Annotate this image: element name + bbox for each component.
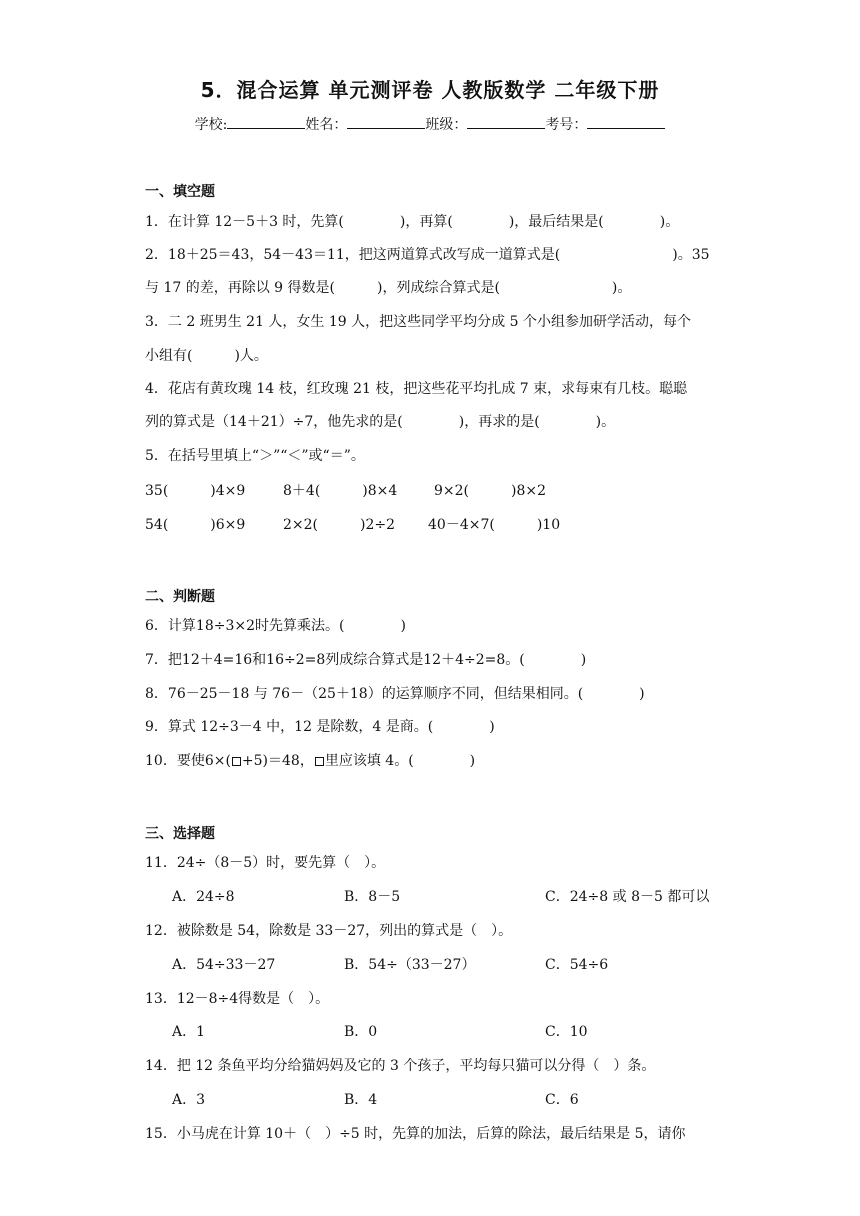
school-label: 学校: bbox=[194, 117, 228, 133]
compare-item: 9×2( )8×2 bbox=[434, 483, 547, 499]
exam-no-blank[interactable] bbox=[587, 116, 665, 129]
question-13: 13．12－8÷4得数是（ ）。 bbox=[145, 991, 330, 1007]
compare-item: 40－4×7( )10 bbox=[428, 517, 561, 533]
student-info-row bbox=[0, 114, 860, 134]
question-1: 1．在计算 12－5＋3 时，先算( )，再算( )，最后结果是( )。 bbox=[145, 214, 680, 230]
question-3-line-1: 3．二 2 班男生 21 人，女生 19 人，把这些同学平均分成 5 个小组参加研学活动，每个 bbox=[145, 314, 691, 330]
compare-item: 35( )4×9 bbox=[145, 483, 246, 499]
name-label: 姓名： bbox=[305, 117, 348, 133]
section-fill-heading: 一、填空题 bbox=[145, 184, 215, 200]
class-label: 班级： bbox=[425, 117, 468, 133]
question-10-pre: 10．要使6×( bbox=[145, 753, 231, 769]
option-a[interactable]: A．3 bbox=[172, 1092, 206, 1108]
exam-no-label: 考号： bbox=[545, 117, 588, 133]
class-blank[interactable] bbox=[467, 116, 545, 129]
option-b[interactable]: B．8－5 bbox=[344, 889, 401, 905]
question-5: 5．在括号里填上“＞”“＜”或“＝”。 bbox=[145, 448, 365, 464]
question-8: 8．76－25－18 与 76－（25＋18）的运算顺序不同，但结果相同。( ) bbox=[145, 686, 645, 702]
question-11: 11．24÷（8－5）时，要先算（ ）。 bbox=[145, 855, 386, 871]
section-judge-heading: 二、判断题 bbox=[145, 589, 215, 605]
question-12: 12．被除数是 54，除数是 33－27，列出的算式是（ ）。 bbox=[145, 923, 513, 939]
option-c[interactable]: C．10 bbox=[545, 1024, 588, 1040]
school-blank[interactable] bbox=[227, 116, 305, 129]
square-blank-icon bbox=[232, 757, 241, 766]
name-blank[interactable] bbox=[347, 116, 425, 129]
square-blank-icon bbox=[315, 757, 324, 766]
option-b[interactable]: B．0 bbox=[344, 1024, 378, 1040]
question-10 bbox=[145, 750, 475, 770]
option-a[interactable]: A．24÷8 bbox=[172, 889, 235, 905]
question-10-tail: 里应该填 4。( ) bbox=[324, 753, 476, 769]
question-6: 6．计算18÷3×2时先算乘法。( ) bbox=[145, 618, 406, 634]
question-14: 14．把 12 条鱼平均分给猫妈妈及它的 3 个孩子，平均每只猫可以分得（ ）条。 bbox=[145, 1058, 656, 1074]
compare-item: 2×2( )2÷2 bbox=[283, 517, 396, 533]
question-4-line-2: 列的算式是（14＋21）÷7，他先求的是( )，再求的是( )。 bbox=[145, 414, 616, 430]
compare-item: 8＋4( )8×4 bbox=[283, 483, 398, 499]
question-10-post: +5)＝48， bbox=[241, 753, 314, 769]
page-title: 5．混合运算 单元测评卷 人教版数学 二年级下册 bbox=[200, 78, 660, 102]
question-7: 7．把12＋4=16和16÷2=8列成综合算式是12＋4÷2=8。( ) bbox=[145, 652, 587, 668]
option-b[interactable]: B．4 bbox=[344, 1092, 378, 1108]
question-15: 15．小马虎在计算 10＋（ ）÷5 时，先算的加法，后算的除法，最后结果是 5，请你 bbox=[145, 1126, 686, 1142]
section-choice-heading: 三、选择题 bbox=[145, 826, 215, 842]
option-c[interactable]: C．6 bbox=[545, 1092, 579, 1108]
compare-item: 54( )6×9 bbox=[145, 517, 246, 533]
option-c[interactable]: C．54÷6 bbox=[545, 957, 609, 973]
option-c[interactable]: C．24÷8 或 8－5 都可以 bbox=[545, 889, 710, 905]
option-b[interactable]: B．54÷（33－27） bbox=[344, 957, 476, 973]
question-2-line-2: 与 17 的差，再除以 9 得数是( )，列成综合算式是( )。 bbox=[145, 280, 632, 296]
question-4-line-1: 4．花店有黄玫瑰 14 枝，红玫瑰 21 枝，把这些花平均扎成 7 束，求每束有几枝。聪聪 bbox=[145, 381, 688, 397]
question-2-line-1: 2．18＋25＝43，54－43＝11，把这两道算式改写成一道算式是( )。35 bbox=[145, 247, 710, 263]
question-9: 9．算式 12÷3－4 中，12 是除数，4 是商。( ) bbox=[145, 719, 495, 735]
question-3-line-2: 小组有( )人。 bbox=[145, 348, 268, 364]
option-a[interactable]: A．54÷33－27 bbox=[172, 957, 276, 973]
option-a[interactable]: A．1 bbox=[172, 1024, 206, 1040]
